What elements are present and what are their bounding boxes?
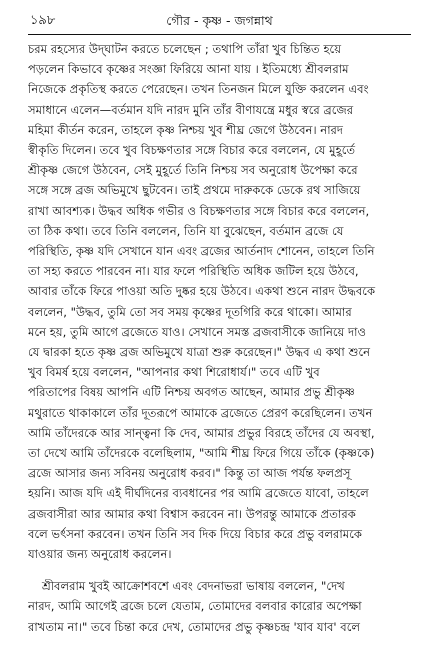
text-line: তা সহ্য করতে পারবেন না। যার ফলে পরিস্থিতি অধিক জটিল হয়ে উঠবে,	[28, 264, 359, 279]
text-line: নারদ, আমি আগেই ব্রজে চলে যেতাম, তোমাদের বলবার কারোর অপেক্ষা	[28, 599, 362, 614]
text-line: মহিমা কীর্তন করেন, তাহলে কৃষ্ণ নিশ্চয় খুব শীঘ্র জেগে উঠবেন। নারদ	[28, 122, 344, 137]
text-line: বললেন, "উদ্ধব, তুমি তো সব সময় কৃষ্ণের দূতগিরি করে থাকো। আমার	[28, 304, 352, 319]
text-line: বলে ভর্ৎসনা করবেন। তখন তিনি সব দিক দিয়ে বিচার করে প্রভু বলরামকে	[28, 526, 362, 541]
text-line: তা ঠিক কথা। তবে তিনি বললেন, তিনি যা বুঝেছেন, বর্তমান ব্রজে যে	[28, 223, 344, 238]
text-line: হয়নি। আজ যদি এই দীর্ঘদিনের ব্যবধানের পর আমি ব্রজেতে যাবো, তাহলে	[28, 486, 369, 501]
text-line: আমি তাঁদেরকে আর সান্ত্বনা কি দেব, আমার প্রভুর বিরহে তাঁদের যে অবস্থা,	[28, 425, 375, 440]
text-line: সঙ্গে সঙ্গে ব্রজ অভিমুখে ছুটবেন। তাই প্রথমে দারুককে ডেকে রথ সাজিয়ে	[28, 183, 361, 198]
text-line: শ্রীকৃষ্ণ জেগে উঠবেন, সেই মুহূর্তে তিনি নিশ্চয় সব অনুরোধ উপেক্ষা করে	[28, 163, 358, 178]
page-number: ১৯৮	[30, 13, 56, 28]
text-line: আবার তাঁকে ফিরে পাওয়া অতি দুষ্কর হয়ে উঠবে। একথা শুনে নারদ উদ্ধবকে	[28, 284, 376, 299]
header-title: গৌর - কৃষ্ণ - জগন্নাথ	[166, 13, 273, 28]
text-line: পড়লেন কিভাবে কৃষ্ণের সংজ্ঞা ফিরিয়ে আনা যায় । ইতিমধ্যে শ্রীবলরাম	[28, 62, 349, 77]
paragraph-1	[28, 39, 411, 564]
running-head	[28, 10, 411, 32]
text-line: মথুরাতে থাকাকালে তাঁর দূতরূপে আমাকে ব্রজেতে প্রেরণ করেছিলেন। তখন	[28, 405, 373, 420]
text-line: শ্রীবলরাম খুবই আক্রোশবশে এবং বেদনাভরা ভাষায় বললেন, "দেখ	[42, 579, 345, 594]
text-line: পরিস্থিতি, কৃষ্ণ যদি সেখানে যান এবং ব্রজের আর্তনাদ শোনেন, তাহলে তিনি	[28, 244, 375, 259]
header-rule	[28, 34, 411, 35]
text-line: রাখতাম না।" তবে চিন্তা করে দেখ, তোমাদের প্রভু কৃষ্ণচন্দ্র 'যাব যাব' বলে	[28, 619, 361, 634]
text-line: রাখা আবশ্যক। উদ্ধব অধিক গভীর ও বিচক্ষণতার সঙ্গে বিচার করে বললেন,	[28, 203, 370, 218]
text-line: যে দ্বারকা হতে কৃষ্ণ ব্রজ অভিমুখে যাত্রা শুরু করেছেন।" উদ্ধব এ কথা শুনে	[28, 345, 371, 360]
text-line: ব্রজবাসীরা আর আমার কথা বিশ্বাস করবেন না। উপরন্তু আমাকে প্রতারক	[28, 506, 356, 521]
text-line: ব্রজে আসার জন্য সবিনয় অনুরোধ করব।" কিন্তু তা আজ পর্যন্ত ফলপ্রসূ	[28, 466, 351, 481]
text-line: স্বীকৃতি দিলেন। তবে খুব বিচক্ষণতার সঙ্গে বিচার করে বললেন, যে মুহূর্তে	[28, 143, 356, 158]
text-line: তা দেখে আমি তাঁদেরকে বলেছিলাম, "আমি শীঘ্র ফিরে গিয়ে তাঁকে (কৃষ্ণকে)	[28, 446, 375, 461]
text-line: মনে হয়, তুমি আগে ব্রজেতে যাও। সেখানে সমস্ত ব্রজবাসীকে জানিয়ে দাও	[28, 324, 367, 339]
text-line: যাওয়ার জন্য অনুরোধ করলেন।	[28, 547, 172, 562]
paragraph-2	[28, 576, 411, 637]
text-line: নিজেকে প্রকৃতিস্থ করতে পেরেছেন। তখন তিনজন মিলে যুক্তি করলেন এবং	[28, 82, 369, 97]
text-line: পরিতাপের বিষয় আপনি এটি নিশ্চয় অবগত আছেন, আমার প্রভু শ্রীকৃষ্ণ	[28, 385, 355, 400]
text-line: সমাধানে এলেন—বর্তমান যদি নারদ মুনি তাঁর বীণাযন্ত্রে মধুর স্বরে ব্রজের	[28, 102, 354, 117]
text-line: খুব বিমর্ষ হয়ে বললেন, "আপনার কথা শিরোধার্য।" তবে এটি খুব	[28, 365, 320, 380]
text-line: চরম রহস্যের উদ্‌ঘাটন করতে চলেছেন ; তথাপি তাঁরা খুব চিন্তিত হয়ে	[28, 42, 342, 56]
